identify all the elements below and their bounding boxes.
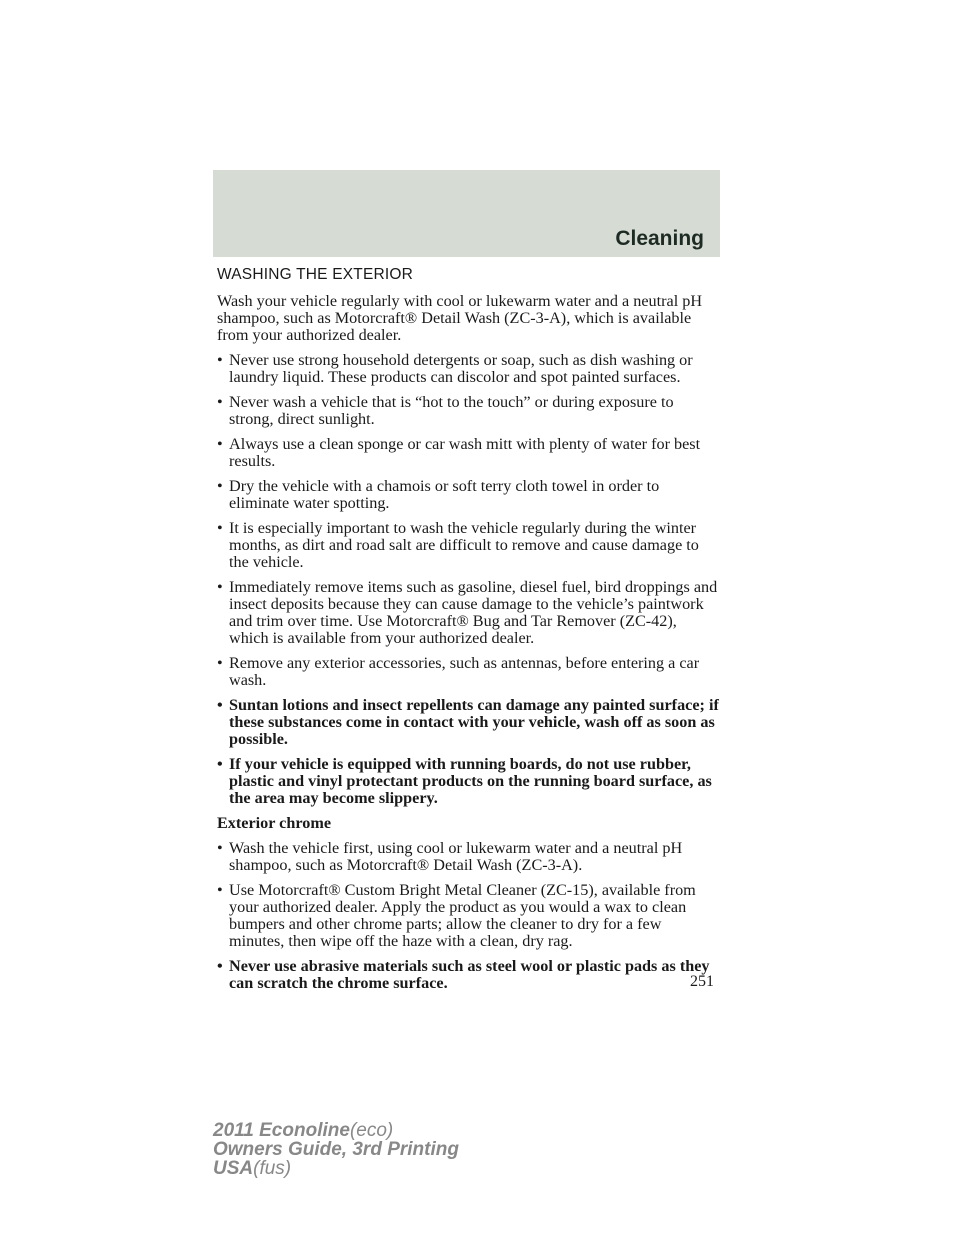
document-footer: [213, 1121, 459, 1178]
bullet-mark: •: [217, 696, 223, 714]
list-item: [217, 579, 720, 647]
list-item-text: Remove any exterior accessories, such as antennas, before entering a car wash.: [229, 654, 700, 689]
bullet-mark: •: [217, 839, 223, 857]
bullet-mark: •: [217, 519, 223, 537]
footer-model: 2011 Econoline: [213, 1120, 350, 1141]
list-item: [217, 882, 720, 950]
washing-tips-list: [217, 352, 720, 807]
footer-market-line: [213, 1159, 459, 1178]
list-item-text: Dry the vehicle with a chamois or soft terry cloth towel in order to eliminate water spotting.: [229, 477, 660, 512]
footer-model-line: [213, 1121, 459, 1140]
list-item-text: It is especially important to wash the vehicle regularly during the winter months, as dirt and road salt are difficult to remove and cause damage to the vehicle.: [229, 519, 699, 571]
warning-list-item: [217, 697, 720, 748]
list-item-text: Never use abrasive materials such as steel wool or plastic pads as they can scratch the chrome surface.: [229, 957, 710, 992]
warning-list-item: [217, 958, 720, 992]
list-item: [217, 655, 720, 689]
warning-list-item: [217, 756, 720, 807]
list-item-text: Never wash a vehicle that is “hot to the touch” or during exposure to strong, direct sunlight.: [229, 393, 674, 428]
list-item-text: Immediately remove items such as gasoline, diesel fuel, bird droppings and insect deposits because they can cause damage to the vehicle’s paintwork and trim over time. Use Motorcraft® Bug and Tar Remover (ZC-42), which is available from your authorized dealer.: [229, 578, 718, 647]
bullet-mark: •: [217, 351, 223, 369]
list-item: [217, 478, 720, 512]
footer-model-code: (eco): [349, 1120, 394, 1141]
footer-market: USA: [213, 1158, 254, 1179]
chrome-tips-list: [217, 840, 720, 992]
list-item: [217, 352, 720, 386]
list-item-text: Wash the vehicle first, using cool or lukewarm water and a neutral pH shampoo, such as Motorcraft® Detail Wash (ZC-3-A).: [229, 839, 683, 874]
bullet-mark: •: [217, 755, 223, 773]
bullet-mark: •: [217, 957, 223, 975]
section-heading: WASHING THE EXTERIOR: [217, 266, 414, 283]
bullet-mark: •: [217, 435, 223, 453]
list-item: [217, 394, 720, 428]
bullet-mark: •: [217, 477, 223, 495]
bullet-mark: •: [217, 578, 223, 596]
footer-guide: Owners Guide, 3rd Printing: [213, 1139, 459, 1160]
list-item: [217, 840, 720, 874]
list-item-text: Use Motorcraft® Custom Bright Metal Cleaner (ZC-15), available from your authorized dealer. Apply the product as you would a wax to clean bumpers and other chrome parts; allow the cleaner to dry for a few minutes, then wipe off the haze with a clean, dry rag.: [229, 881, 696, 950]
intro-paragraph: Wash your vehicle regularly with cool or lukewarm water and a neutral pH shampoo, such as Motorcraft® Detail Wash (ZC-3-A), which is available from your authorized dealer.: [217, 292, 703, 344]
page-content: [217, 266, 720, 1000]
list-item: [217, 436, 720, 470]
section-title: Cleaning: [615, 227, 704, 250]
bullet-mark: •: [217, 393, 223, 411]
bullet-mark: •: [217, 654, 223, 672]
footer-market-code: (fus): [253, 1158, 292, 1179]
bullet-mark: •: [217, 881, 223, 899]
list-item-text: Never use strong household detergents or soap, such as dish washing or laundry liquid. These products can discolor and spot painted surfaces.: [229, 351, 693, 386]
section-header-band: [213, 170, 720, 257]
subsection-heading: Exterior chrome: [217, 814, 332, 832]
list-item-text: Suntan lotions and insect repellents can damage any painted surface; if these substances come in contact with your vehicle, wash off as soon as possible.: [229, 696, 719, 748]
list-item: [217, 520, 720, 571]
page-number: 251: [690, 973, 714, 990]
list-item-text: If your vehicle is equipped with running boards, do not use rubber, plastic and vinyl protectant products on the running board surface, as the area may become slippery.: [229, 755, 712, 807]
list-item-text: Always use a clean sponge or car wash mitt with plenty of water for best results.: [229, 435, 701, 470]
